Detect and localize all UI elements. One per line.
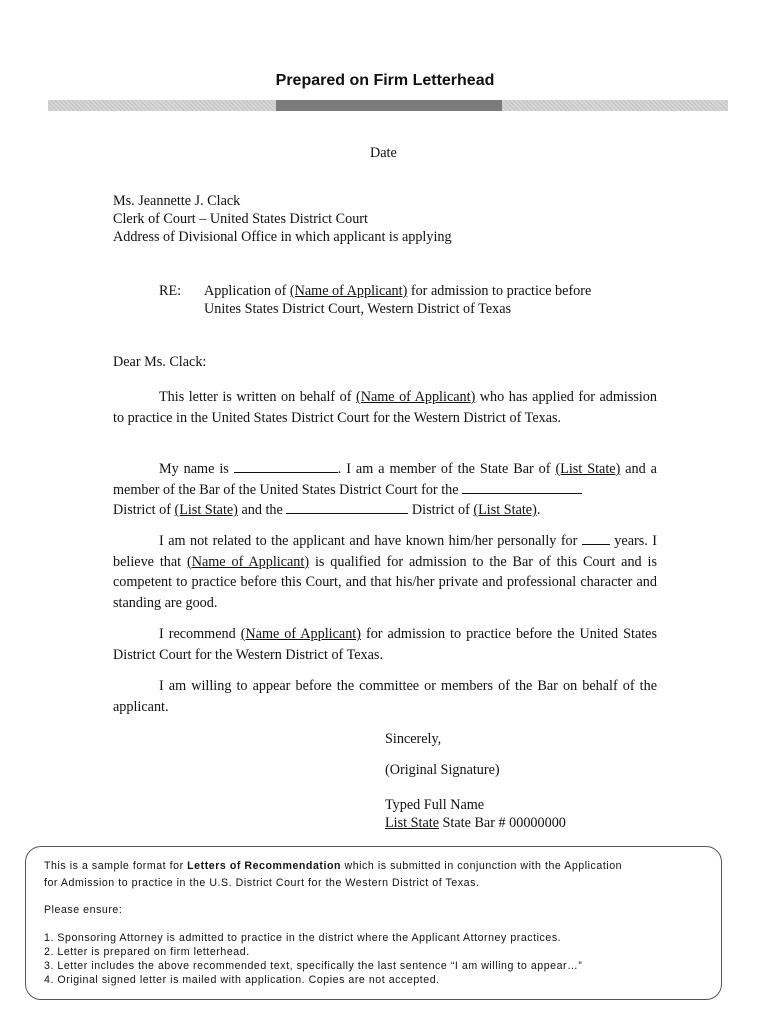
p2-state-2: (List State) — [174, 502, 238, 519]
salutation: Dear Ms. Clack: — [113, 354, 207, 370]
p2-text-d: District of — [113, 502, 175, 519]
p2-text-e: and the — [237, 502, 287, 519]
note-bold: Letters of Recommendation — [187, 860, 341, 872]
note-item-1: 1. Sponsoring Attorney is admitted to practice in the district where the Applicant Attorney practices. — [44, 932, 562, 944]
note-item-4: 4. Original signed letter is mailed with application. Copies are not accepted. — [44, 974, 440, 986]
note-item-3: 3. Letter includes the above recommended text, specifically the last sentence “I am willing to appear…” — [44, 960, 583, 972]
p2-text-b: . I am a member of the State Bar of — [337, 461, 556, 477]
p1-text-a: This letter is written on behalf of — [159, 389, 356, 405]
p2-text-c: and a member of the Bar of the United States District Court for the — [113, 461, 657, 498]
signature: (Original Signature) — [385, 762, 500, 778]
letterhead-bar-accent — [276, 100, 502, 111]
p4-text-b: for admission to practice before the United States District Court for the Western District of Texas. — [113, 626, 657, 663]
paragraph-1 — [113, 387, 657, 428]
paragraph-2 — [113, 459, 657, 521]
p1-applicant: (Name of Applicant) — [355, 389, 476, 405]
paragraph-3 — [113, 531, 657, 613]
p3-text-b: years. I believe that — [113, 533, 657, 570]
re-line-1 — [204, 283, 591, 300]
note-text-b: which is submitted in conjunction with the Application — [341, 860, 623, 872]
typed-name: Typed Full Name — [385, 797, 485, 813]
p3-text-a: I am not related to the applicant and have known him/her personally for — [159, 533, 582, 549]
list-state: List State — [385, 815, 439, 831]
letter-date: Date — [370, 145, 397, 161]
re-prefix: Application of — [204, 283, 290, 299]
district-blank-2 — [286, 501, 408, 514]
note-text-a: This is a sample format for — [44, 860, 188, 872]
re-suffix: for admission to practice before — [407, 283, 592, 299]
re-line-2: Unites States District Court, Western District of Texas — [204, 301, 512, 317]
p4-applicant: (Name of Applicant) — [240, 626, 361, 642]
note-line-1 — [44, 859, 622, 873]
p2-text-g: . — [536, 502, 541, 519]
closing: Sincerely, — [385, 731, 442, 747]
p2-text-f: District of — [408, 502, 474, 519]
p2-state-3: (List State) — [473, 502, 537, 519]
p3-applicant: (Name of Applicant) — [187, 553, 310, 570]
p2-text-a: My name is — [159, 461, 234, 477]
paragraph-4 — [113, 624, 657, 665]
p1-text-b: who has applied for admission to practice in the United States District Court for the Western District of Texas. — [113, 389, 657, 426]
page-title: Prepared on Firm Letterhead — [275, 72, 495, 89]
p5-text: I am willing to appear before the committee or members of the Bar on behalf of the applicant. — [113, 678, 657, 715]
note-please: Please ensure: — [44, 904, 123, 916]
letterhead-bar — [48, 100, 728, 111]
bar-line — [385, 815, 566, 832]
re-applicant: (Name of Applicant) — [289, 283, 408, 299]
state-bar-number: State Bar # 00000000 — [439, 815, 566, 831]
note-item-2: 2. Letter is prepared on firm letterhead. — [44, 946, 250, 958]
re-label: RE: — [159, 283, 182, 299]
note-line-2: for Admission to practice in the U.S. District Court for the Western District of Texas. — [44, 877, 480, 889]
recipient-position: Clerk of Court – United States District Court — [113, 211, 368, 227]
paragraph-5 — [113, 676, 657, 717]
district-blank-1 — [462, 481, 582, 494]
instructions-box — [25, 846, 722, 1000]
recipient-address: Address of Divisional Office in which applicant is applying — [113, 229, 452, 245]
p4-text-a: I recommend — [159, 626, 241, 642]
name-blank — [234, 460, 338, 473]
p2-state-1: (List State) — [555, 461, 621, 477]
recipient-name: Ms. Jeannette J. Clack — [113, 193, 241, 209]
years-blank — [582, 532, 610, 545]
p3-text-c: is qualified for admission to the Bar of this Court and is competent to practice before this Court, and that his/her private and professional character and standing are good. — [113, 553, 657, 611]
